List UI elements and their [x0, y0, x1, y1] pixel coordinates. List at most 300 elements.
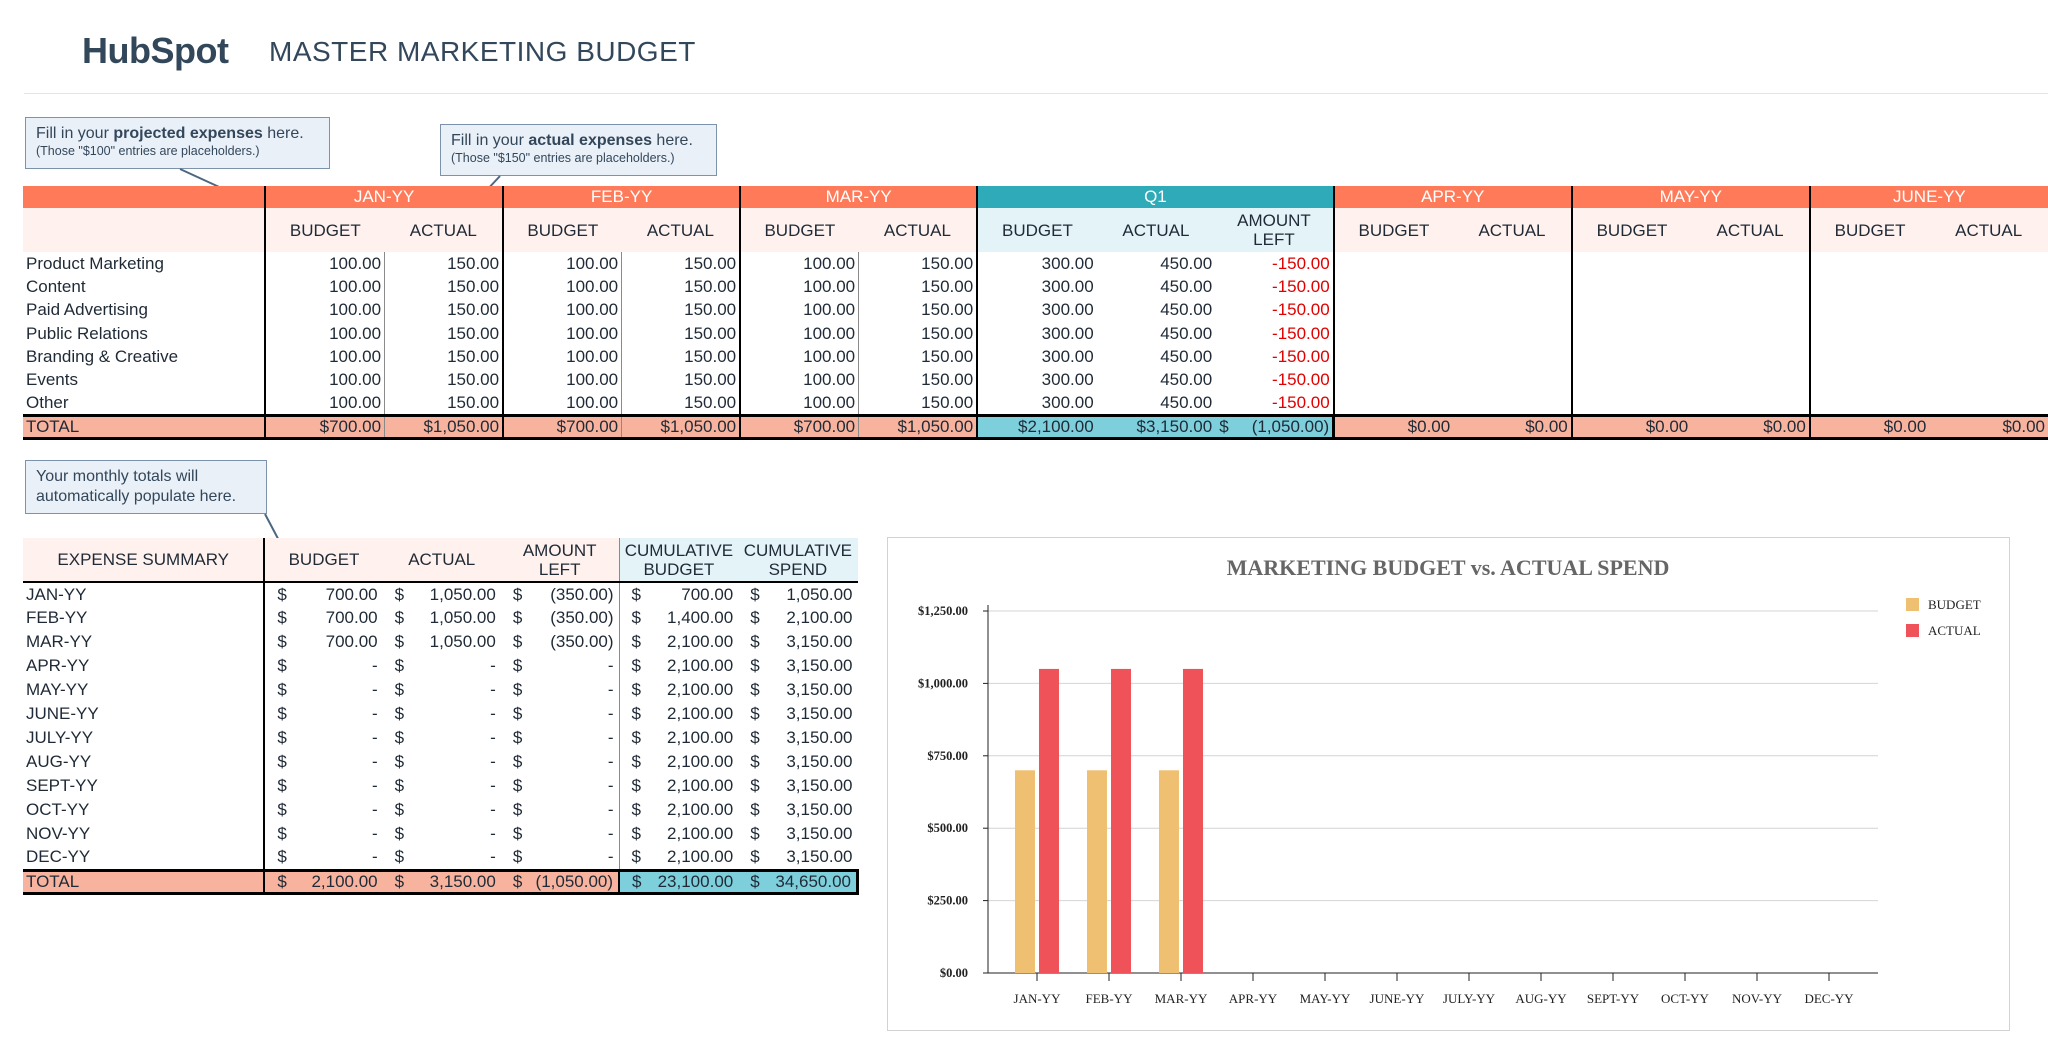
header-line-1: CUMULATIVE — [743, 540, 853, 560]
cumulative-budget-cell — [619, 846, 738, 870]
amount: 3,150.00 — [786, 632, 853, 651]
summary-actual-cell — [383, 726, 501, 750]
header-line-1: AMOUNT — [522, 540, 597, 560]
actual-legend-swatch — [1906, 624, 1919, 637]
amount: (1,050.00) — [535, 871, 614, 891]
currency-value — [503, 776, 617, 796]
currency-value — [622, 800, 737, 820]
currency-value — [267, 800, 380, 820]
q1-budget-cell: 300.00 — [977, 322, 1097, 345]
amount: 23,100.00 — [657, 871, 734, 891]
currency-value — [503, 680, 617, 700]
total-label: TOTAL — [23, 415, 265, 438]
budget-input-cell[interactable] — [1572, 322, 1692, 345]
summary-actual-cell — [383, 678, 501, 702]
amount: - — [607, 680, 614, 699]
amount: - — [371, 728, 378, 747]
budget-column-header: BUDGET — [977, 208, 1097, 252]
month-label: MAY-YY — [26, 680, 89, 699]
table-row — [23, 822, 858, 846]
actual-input-cell[interactable] — [1453, 345, 1572, 368]
amount-left-column-header — [1215, 208, 1334, 252]
amount: - — [607, 728, 614, 747]
amount: 3,150.00 — [786, 752, 853, 771]
summary-header-row — [23, 538, 858, 582]
currency-sign: $ — [1219, 416, 1229, 436]
currency-sign: $ — [631, 608, 641, 627]
amount: 3,150.00 — [429, 871, 496, 891]
currency-sign: $ — [277, 632, 287, 651]
currency-value — [267, 585, 380, 605]
cumulative-spend-cell — [738, 726, 857, 750]
month-label: JULY-YY — [26, 728, 94, 747]
actual-input-cell[interactable]: 150.00 — [859, 275, 978, 298]
q1-total-actual: $3,150.00 — [1097, 415, 1216, 438]
actual-input-cell[interactable] — [1453, 252, 1572, 275]
q1-amount-left-cell: -150.00 — [1272, 300, 1330, 320]
budget-input-cell[interactable] — [1334, 299, 1454, 322]
y-tick-label: $500.00 — [927, 821, 968, 836]
currency-sign: $ — [277, 728, 287, 747]
budget-input-cell[interactable]: 100.00 — [740, 392, 859, 415]
cumulative-spend-header — [738, 538, 857, 582]
actual-input-cell[interactable]: 150.00 — [622, 392, 741, 415]
budget-input-cell[interactable] — [1572, 392, 1692, 415]
actual-input-cell[interactable]: 150.00 — [385, 345, 504, 368]
actual-column-header: ACTUAL — [1097, 208, 1216, 252]
summary-budget-cell — [264, 750, 382, 774]
budget-input-cell[interactable] — [1334, 392, 1454, 415]
x-tick-label: JULY-YY — [1442, 991, 1496, 1006]
budget-input-cell[interactable] — [1572, 275, 1692, 298]
actual-input-cell[interactable]: 150.00 — [622, 322, 741, 345]
amount: - — [490, 847, 496, 867]
currency-sign: $ — [277, 847, 287, 867]
currency-sign: $ — [394, 656, 405, 675]
budget-input-cell[interactable] — [1334, 275, 1454, 298]
actual-input-cell[interactable] — [1929, 345, 2048, 368]
currency-value — [503, 847, 617, 867]
actual-input-cell[interactable] — [1691, 345, 1810, 368]
currency-sign: $ — [512, 871, 523, 891]
category-label: Paid Advertising — [26, 300, 148, 320]
actual-input-cell[interactable] — [1929, 252, 2048, 275]
currency-sign: $ — [394, 632, 405, 651]
currency-sign: $ — [631, 776, 641, 795]
budget-input-cell[interactable] — [1334, 252, 1454, 275]
actual-input-cell[interactable]: 150.00 — [859, 345, 978, 368]
cumulative-budget-cell — [619, 678, 738, 702]
budget-input-cell[interactable] — [1572, 252, 1692, 275]
actual-input-cell[interactable]: 150.00 — [385, 368, 504, 391]
category-label: Content — [26, 276, 86, 296]
currency-value — [622, 847, 737, 867]
q1-amount-left-cell: -150.00 — [1272, 253, 1330, 273]
currency-value — [385, 680, 499, 700]
month-label: FEB-YY — [26, 608, 88, 627]
actual-input-cell[interactable] — [1691, 322, 1810, 345]
actual-input-cell[interactable] — [1691, 252, 1810, 275]
actual-input-cell[interactable]: 150.00 — [622, 299, 741, 322]
amount: 1,050.00 — [429, 584, 496, 604]
currency-sign: $ — [277, 752, 287, 771]
y-tick-label: $1,250.00 — [918, 604, 968, 618]
cumulative-budget-cell — [619, 774, 738, 798]
currency-sign: $ — [512, 824, 523, 843]
currency-value — [267, 704, 380, 724]
currency-value — [740, 608, 855, 628]
summary-amount-left-cell — [501, 678, 619, 702]
budget-input-cell[interactable]: 100.00 — [740, 322, 859, 345]
actual-input-cell[interactable]: 150.00 — [622, 345, 741, 368]
actual-column-header: ACTUAL — [859, 208, 978, 252]
budget-input-cell[interactable]: 100.00 — [740, 299, 859, 322]
budget-input-cell[interactable] — [1810, 322, 1930, 345]
currency-sign: $ — [750, 728, 760, 747]
actual-column-header: ACTUAL — [622, 208, 741, 252]
currency-sign: $ — [277, 680, 287, 699]
summary-actual-cell — [383, 630, 501, 654]
month-header-june-yy: JUNE-YY — [1810, 186, 2048, 208]
amount: - — [371, 680, 378, 699]
total-actual: $0.00 — [1453, 415, 1572, 438]
budget-input-cell[interactable]: 100.00 — [503, 322, 622, 345]
budget-input-cell[interactable]: 100.00 — [503, 252, 622, 275]
currency-sign: $ — [631, 584, 641, 604]
month-header-jan-yy: JAN-YY — [265, 186, 503, 208]
cumulative-spend-cell — [738, 702, 857, 726]
amount: - — [371, 656, 378, 675]
summary-actual-cell — [383, 798, 501, 822]
budget-input-cell[interactable]: 100.00 — [740, 368, 859, 391]
amount: 2,100.00 — [667, 800, 734, 819]
actual-input-cell[interactable]: 150.00 — [622, 368, 741, 391]
total-budget: $0.00 — [1334, 415, 1454, 438]
amount: 3,150.00 — [786, 847, 853, 867]
currency-sign: $ — [277, 776, 287, 795]
actual-input-cell[interactable] — [1929, 299, 2048, 322]
actual-input-cell[interactable] — [1929, 368, 2048, 391]
budget-input-cell[interactable]: 100.00 — [503, 345, 622, 368]
cumulative-spend-cell — [738, 822, 857, 846]
currency-sign: $ — [277, 656, 287, 675]
budget-input-cell[interactable]: 100.00 — [265, 252, 385, 275]
currency-value — [385, 632, 499, 652]
budget-input-cell[interactable] — [1572, 368, 1692, 391]
currency-sign: $ — [750, 680, 760, 699]
currency-value — [385, 847, 499, 867]
summary-budget-cell — [264, 606, 382, 630]
currency-value — [385, 608, 499, 628]
amount: 2,100.00 — [667, 728, 734, 747]
actual-input-cell[interactable]: 150.00 — [859, 392, 978, 415]
currency-sign: $ — [394, 584, 405, 604]
currency-sign: $ — [632, 871, 642, 891]
currency-value — [503, 704, 617, 724]
amount: 2,100.00 — [667, 632, 734, 651]
month-header-row — [23, 186, 2048, 208]
currency-value — [503, 656, 617, 676]
budget-input-cell[interactable] — [1810, 392, 1930, 415]
currency-sign: $ — [394, 824, 405, 843]
currency-sign: $ — [394, 847, 405, 867]
actual-input-cell[interactable]: 150.00 — [385, 392, 504, 415]
amount: 3,150.00 — [786, 656, 853, 675]
summary-total-cumulative-budget — [619, 870, 738, 893]
actual-input-cell[interactable] — [1929, 322, 2048, 345]
cumulative-spend-cell — [738, 606, 857, 630]
month-label: NOV-YY — [26, 824, 91, 843]
actual-input-cell[interactable]: 150.00 — [859, 322, 978, 345]
amount: - — [607, 800, 614, 819]
amount: - — [490, 776, 496, 795]
month-label: DEC-YY — [26, 847, 91, 867]
currency-value — [740, 752, 855, 772]
table-row — [23, 702, 858, 726]
currency-sign: $ — [750, 800, 760, 819]
budget-input-cell[interactable] — [1810, 299, 1930, 322]
q1-amount-left-cell: -150.00 — [1272, 392, 1330, 412]
actual-input-cell[interactable]: 150.00 — [859, 368, 978, 391]
budget-column-header: BUDGET — [740, 208, 859, 252]
currency-value — [385, 656, 499, 676]
actual-input-cell[interactable]: 150.00 — [385, 299, 504, 322]
summary-amount-left-cell — [501, 774, 619, 798]
amount: - — [371, 776, 378, 795]
summary-actual-cell — [383, 654, 501, 678]
expense-summary-table — [23, 538, 859, 895]
callout-actual: Fill in your actual expenses here. (Those "$150" entries are placeholders.) — [440, 124, 717, 176]
summary-actual-cell — [383, 582, 501, 606]
amount: 700.00 — [325, 632, 378, 651]
amount: 3,150.00 — [786, 824, 853, 843]
budget-input-cell[interactable]: 100.00 — [265, 299, 385, 322]
budget-input-cell[interactable]: 100.00 — [503, 368, 622, 391]
total-budget: $0.00 — [1572, 415, 1692, 438]
summary-amount-left-cell — [501, 702, 619, 726]
month-header-mar-yy: MAR-YY — [740, 186, 977, 208]
y-tick-label: $1,000.00 — [918, 676, 968, 691]
actual-input-cell[interactable] — [1691, 392, 1810, 415]
budget-input-cell[interactable]: 100.00 — [740, 252, 859, 275]
actual-input-cell[interactable]: 150.00 — [385, 252, 504, 275]
budget-input-cell[interactable] — [1572, 345, 1692, 368]
x-tick-label: AUG-YY — [1515, 991, 1567, 1006]
currency-value — [622, 704, 737, 724]
q1-actual-cell: 450.00 — [1160, 370, 1213, 390]
chart-canvas — [888, 538, 2009, 1030]
amount: - — [490, 680, 496, 699]
currency-value — [503, 608, 617, 628]
summary-budget-cell — [264, 630, 382, 654]
actual-bar — [1111, 669, 1131, 973]
cumulative-budget-header — [619, 538, 738, 582]
currency-value — [503, 632, 617, 652]
summary-total-label: TOTAL — [23, 870, 264, 893]
currency-sign: $ — [394, 728, 405, 747]
currency-value — [740, 847, 855, 867]
total-budget: $700.00 — [265, 415, 385, 438]
currency-value — [740, 872, 854, 892]
currency-sign: $ — [512, 728, 523, 747]
actual-column-header: ACTUAL — [385, 208, 504, 252]
budget-input-cell[interactable]: 100.00 — [265, 322, 385, 345]
cumulative-budget-cell — [619, 582, 738, 606]
budget-input-cell[interactable]: 100.00 — [265, 392, 385, 415]
summary-actual-cell — [383, 774, 501, 798]
currency-sign: $ — [631, 728, 641, 747]
x-tick-label: FEB-YY — [1085, 991, 1133, 1006]
actual-input-cell[interactable] — [1691, 299, 1810, 322]
actual-input-cell[interactable]: 150.00 — [859, 299, 978, 322]
summary-budget-cell — [264, 726, 382, 750]
currency-sign: $ — [631, 680, 641, 699]
budget-input-cell[interactable] — [1810, 275, 1930, 298]
budget-input-cell[interactable]: 100.00 — [503, 392, 622, 415]
currency-value — [740, 656, 855, 676]
q1-budget-cell: 300.00 — [977, 299, 1097, 322]
summary-amount-left-cell — [501, 630, 619, 654]
budget-bar — [1087, 770, 1107, 973]
amount: - — [371, 704, 378, 723]
budget-input-cell[interactable] — [1334, 368, 1454, 391]
q1-budget-cell: 300.00 — [977, 368, 1097, 391]
month-header-apr-yy: APR-YY — [1334, 186, 1572, 208]
table-row — [23, 654, 858, 678]
amount: 700.00 — [325, 608, 378, 627]
actual-input-cell[interactable]: 150.00 — [859, 252, 978, 275]
q1-budget-cell: 300.00 — [977, 275, 1097, 298]
amount: 2,100.00 — [667, 704, 734, 723]
x-tick-label: DEC-YY — [1804, 991, 1854, 1006]
summary-actual-header: ACTUAL — [383, 538, 501, 582]
budget-input-cell[interactable] — [1334, 322, 1454, 345]
table-row — [23, 322, 2048, 345]
amount: 34,650.00 — [775, 871, 851, 891]
budget-input-cell[interactable] — [1810, 345, 1930, 368]
budget-column-header: BUDGET — [1572, 208, 1692, 252]
summary-budget-cell — [264, 798, 382, 822]
total-budget: $700.00 — [740, 415, 859, 438]
total-budget: $700.00 — [503, 415, 622, 438]
currency-sign: $ — [277, 824, 287, 843]
column-header-row — [23, 208, 2048, 252]
q1-amount-left-cell: -150.00 — [1272, 323, 1330, 343]
summary-total-amount-left — [501, 870, 619, 893]
actual-input-cell[interactable] — [1453, 368, 1572, 391]
actual-input-cell[interactable] — [1453, 299, 1572, 322]
amount: - — [607, 656, 614, 675]
actual-input-cell[interactable] — [1929, 392, 2048, 415]
currency-value — [385, 800, 499, 820]
summary-total-budget — [264, 870, 382, 893]
amount: 3,150.00 — [786, 776, 853, 795]
actual-input-cell[interactable]: 150.00 — [622, 252, 741, 275]
actual-input-cell[interactable] — [1929, 275, 2048, 298]
actual-input-cell[interactable]: 150.00 — [385, 322, 504, 345]
currency-sign: $ — [631, 824, 641, 843]
actual-input-cell[interactable] — [1453, 275, 1572, 298]
y-tick-label: $750.00 — [927, 748, 968, 763]
budget-input-cell[interactable]: 100.00 — [503, 299, 622, 322]
cumulative-budget-cell — [619, 822, 738, 846]
month-label: JUNE-YY — [26, 704, 99, 723]
currency-sign: $ — [631, 632, 641, 651]
currency-value — [740, 800, 855, 820]
amount: 2,100.00 — [667, 752, 734, 771]
amount: 1,050.00 — [429, 608, 496, 627]
cumulative-budget-cell — [619, 702, 738, 726]
amount: 1,050.00 — [429, 632, 496, 651]
category-label: Other — [26, 392, 69, 412]
budget-input-cell[interactable]: 100.00 — [265, 368, 385, 391]
currency-value — [267, 776, 380, 796]
budget-input-cell[interactable] — [1334, 345, 1454, 368]
actual-column-header: ACTUAL — [1929, 208, 2048, 252]
budget-input-cell[interactable]: 100.00 — [265, 345, 385, 368]
currency-sign: $ — [277, 800, 287, 819]
summary-budget-cell — [264, 678, 382, 702]
summary-budget-cell — [264, 846, 382, 870]
table-row — [23, 798, 858, 822]
currency-value — [385, 728, 499, 748]
amount: 2,100.00 — [667, 680, 734, 699]
amount: - — [607, 824, 614, 843]
cumulative-spend-cell — [738, 678, 857, 702]
currency-sign: $ — [277, 608, 287, 627]
actual-input-cell[interactable] — [1691, 368, 1810, 391]
actual-input-cell[interactable] — [1453, 322, 1572, 345]
budget-bar — [1159, 770, 1179, 973]
currency-value — [267, 728, 380, 748]
actual-input-cell[interactable]: 150.00 — [622, 275, 741, 298]
category-label: Branding & Creative — [26, 346, 179, 366]
budget-input-cell[interactable]: 100.00 — [740, 275, 859, 298]
budget-input-cell[interactable] — [1810, 252, 1930, 275]
currency-value — [267, 632, 380, 652]
page-title: MASTER MARKETING BUDGET — [269, 36, 696, 67]
amount: 3,150.00 — [786, 800, 853, 819]
budget-input-cell[interactable]: 100.00 — [740, 345, 859, 368]
q1-total-amount-left — [1215, 415, 1334, 438]
budget-input-cell[interactable] — [1572, 299, 1692, 322]
actual-input-cell[interactable] — [1691, 275, 1810, 298]
actual-input-cell[interactable]: 150.00 — [385, 275, 504, 298]
category-label: Product Marketing — [26, 253, 164, 273]
currency-value — [622, 585, 737, 605]
budget-input-cell[interactable]: 100.00 — [503, 275, 622, 298]
actual-legend-label: ACTUAL — [1928, 623, 1981, 638]
summary-budget-cell — [264, 702, 382, 726]
cumulative-spend-cell — [738, 630, 857, 654]
total-budget: $0.00 — [1810, 415, 1930, 438]
currency-value — [267, 872, 380, 892]
currency-value — [503, 872, 616, 892]
budget-input-cell[interactable] — [1810, 368, 1930, 391]
actual-input-cell[interactable] — [1453, 392, 1572, 415]
budget-vs-actual-chart — [887, 537, 2010, 1031]
amount: - — [607, 704, 614, 723]
total-actual: $0.00 — [1929, 415, 2048, 438]
x-tick-label: SEPT-YY — [1586, 991, 1640, 1006]
currency-sign: $ — [394, 704, 405, 723]
budget-input-cell[interactable]: 100.00 — [265, 275, 385, 298]
month-label: JAN-YY — [26, 584, 87, 604]
summary-budget-cell — [264, 822, 382, 846]
amount: 700.00 — [325, 584, 378, 604]
x-tick-label: APR-YY — [1228, 991, 1278, 1006]
currency-value — [740, 632, 855, 652]
